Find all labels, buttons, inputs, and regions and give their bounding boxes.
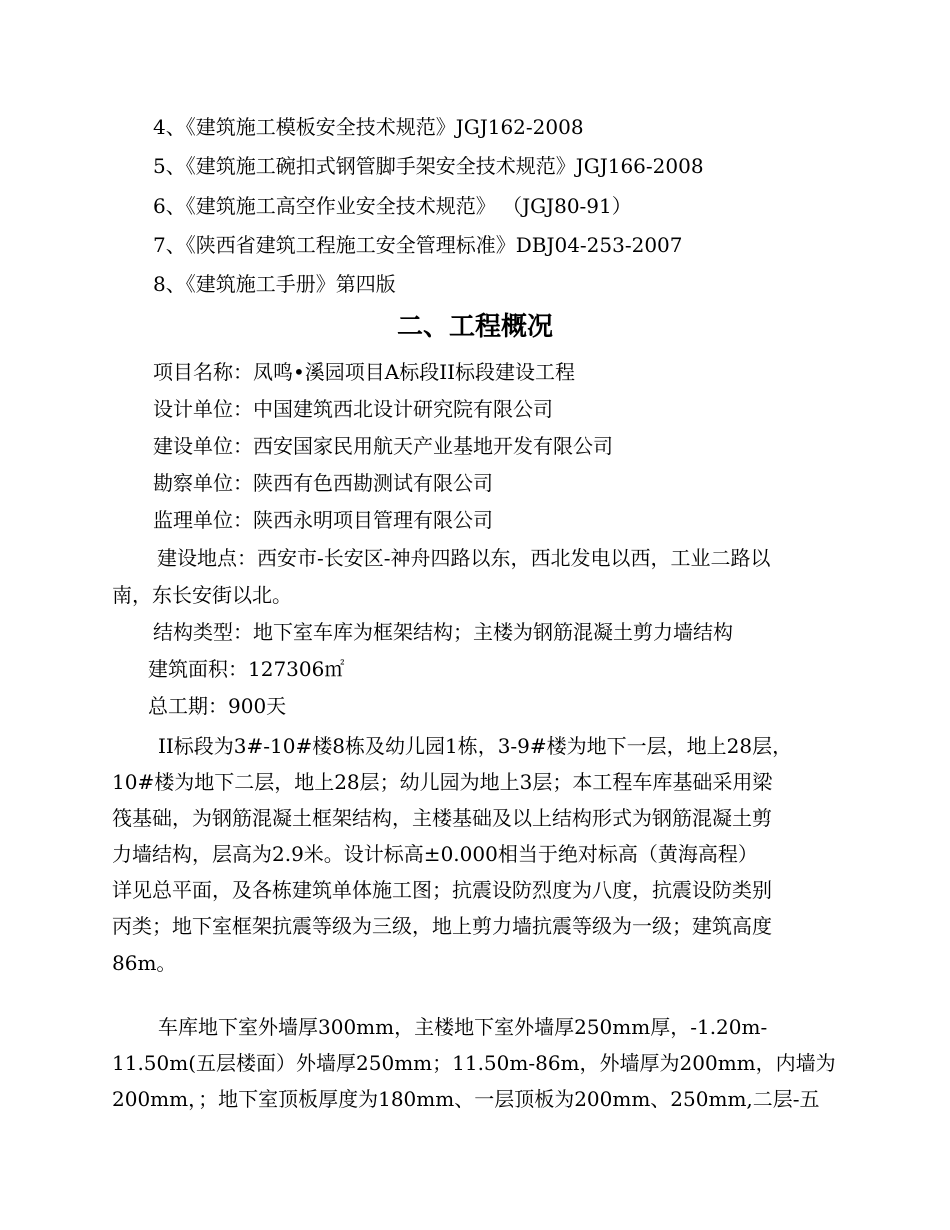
paragraph-2-line: 车库地下室外墙厚300mm，主楼地下室外墙厚250mm厚，-1.20m- [158, 1015, 768, 1039]
reference-item-8: 8、《建筑施工手册》第四版 [153, 272, 396, 296]
design-unit: 设计单位：中国建筑西北设计研究院有限公司 [153, 397, 553, 421]
paragraph-1-line: II标段为3#-10#楼8栋及幼儿园1栋，3-9#楼为地下一层，地上28层， [158, 734, 793, 758]
paragraph-1-line: 筏基础，为钢筋混凝土框架结构，主楼基础及以上结构形式为钢筋混凝土剪 [112, 806, 772, 830]
reference-item-7: 7、《陕西省建筑工程施工安全管理标准》DBJ04-253-2007 [153, 233, 683, 257]
location-line-1: 建设地点：西安市-长安区-神舟四路以东，西北发电以西，工业二路以 [157, 546, 771, 570]
reference-item-4: 4、《建筑施工模板安全技术规范》JGJ162-2008 [153, 115, 584, 139]
paragraph-1-line: 10#楼为地下二层，地上28层；幼儿园为地上3层；本工程车库基础采用梁 [112, 770, 773, 794]
survey-unit: 勘察单位：陕西有色西勘测试有限公司 [153, 471, 493, 495]
section-title: 二、工程概况 [396, 312, 553, 342]
paragraph-1-line: 丙类；地下室框架抗震等级为三级，地上剪力墙抗震等级为一级；建筑高度 [112, 914, 772, 938]
paragraph-2-line: 11.50m(五层楼面）外墙厚250mm；11.50m-86m，外墙厚为200mm，内墙为 [112, 1051, 836, 1075]
reference-item-6: 6、《建筑施工高空作业安全技术规范》 （JGJ80-91） [153, 194, 632, 218]
paragraph-2-line: 200mm，；地下室顶板厚度为180mm、一层顶板为200mm、250mm,二层-五 [112, 1087, 820, 1111]
project-name: 项目名称：凤鸣•溪园项目A标段II标段建设工程 [153, 360, 576, 384]
floor-area: 建筑面积：127306㎡ [148, 657, 345, 681]
location-line-2: 南，东长安街以北。 [112, 583, 292, 607]
paragraph-1-line: 86m。 [112, 951, 177, 975]
paragraph-1-line: 详见总平面，及各栋建筑单体施工图；抗震设防烈度为八度，抗震设防类别 [112, 878, 772, 902]
client-unit: 建设单位：西安国家民用航天产业基地开发有限公司 [153, 434, 613, 458]
total-duration: 总工期：900天 [148, 694, 287, 718]
structure-type: 结构类型：地下室车库为框架结构；主楼为钢筋混凝土剪力墙结构 [153, 620, 733, 644]
reference-item-5: 5、《建筑施工碗扣式钢管脚手架安全技术规范》JGJ166-2008 [153, 154, 704, 178]
paragraph-1-line: 力墙结构，层高为2.9米。设计标高±0.000相当于绝对标高（黄海高程） [112, 842, 758, 866]
supervision-unit: 监理单位：陕西永明项目管理有限公司 [153, 508, 493, 532]
